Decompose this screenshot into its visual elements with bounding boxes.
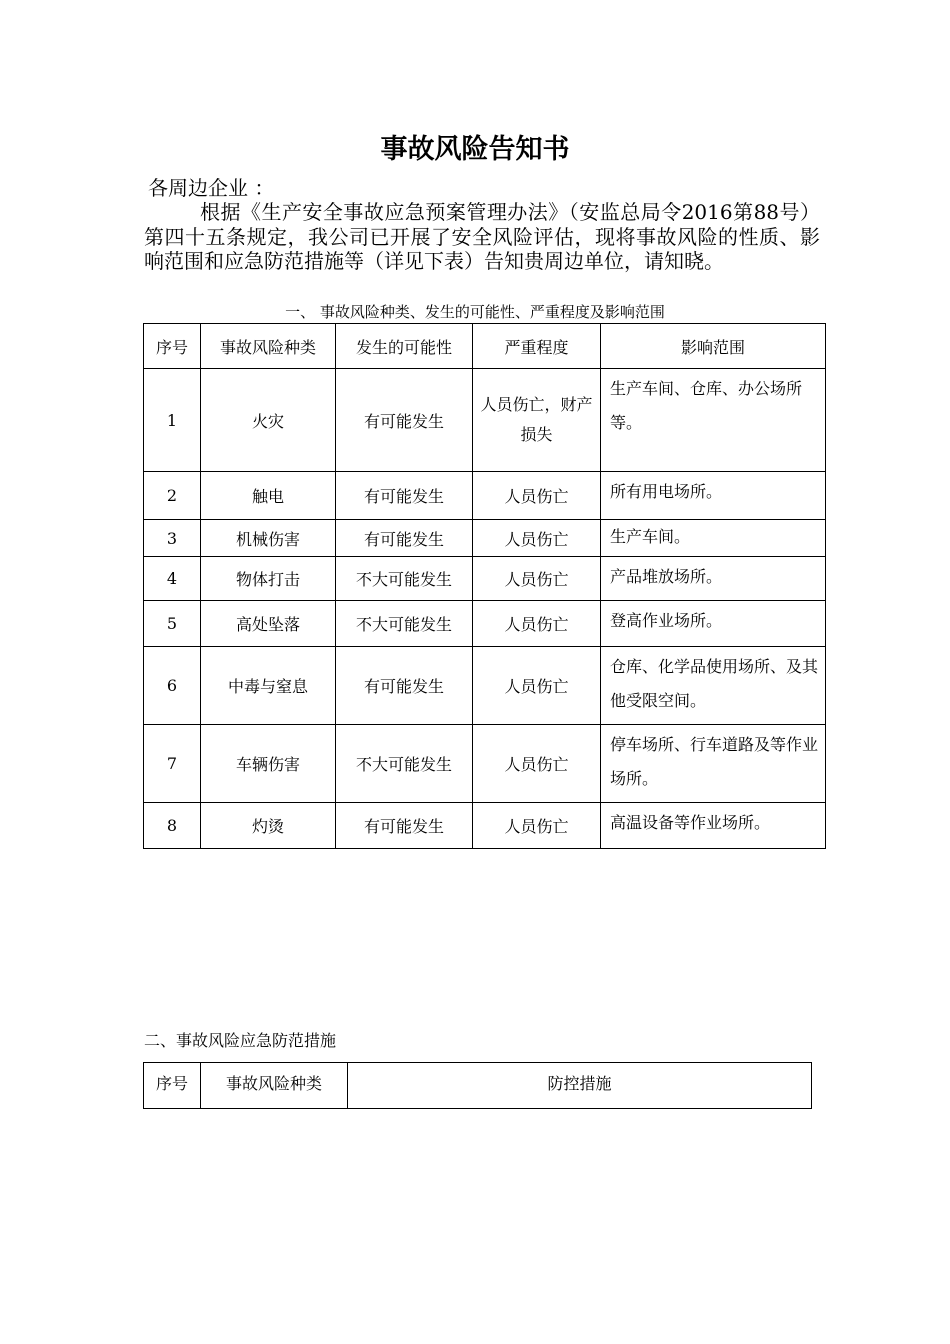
- row-scope: 所有用电场所。: [601, 472, 826, 520]
- table-row: [144, 557, 826, 601]
- row-type: 火灾: [201, 369, 336, 472]
- header-no: 序号: [144, 1063, 201, 1109]
- row-likelihood: 不大可能发生: [336, 725, 473, 803]
- row-severity: 人员伤亡: [473, 725, 601, 803]
- section2-title: 二、事故风险应急防范措施: [144, 1031, 337, 1050]
- table-row: [144, 520, 826, 557]
- row-type: 机械伤害: [201, 520, 336, 557]
- document-title: 事故风险告知书: [380, 134, 570, 165]
- row-type: 物体打击: [201, 557, 336, 601]
- row-severity: 人员伤亡: [473, 557, 601, 601]
- row-likelihood: 有可能发生: [336, 803, 473, 849]
- risk-table: [143, 323, 826, 849]
- row-type: 高处坠落: [201, 601, 336, 647]
- table1-caption: 一、 事故风险种类、发生的可能性、严重程度及影响范围: [285, 303, 665, 321]
- table-row: [144, 601, 826, 647]
- row-scope: 仓库、化学品使用场所、及其他受限空间。: [601, 647, 826, 725]
- header-severity: 严重程度: [473, 324, 601, 369]
- row-likelihood: 有可能发生: [336, 472, 473, 520]
- row-type: 中毒与窒息: [201, 647, 336, 725]
- table-row: [144, 725, 826, 803]
- row-scope: 产品堆放场所。: [601, 557, 826, 601]
- table-row: [144, 647, 826, 725]
- row-no: 6: [144, 647, 201, 725]
- row-no: 4: [144, 557, 201, 601]
- row-no: 7: [144, 725, 201, 803]
- row-severity: 人员伤亡: [473, 601, 601, 647]
- intro-paragraph: 根据《生产安全事故应急预案管理办法》（安监总局令2016第88号）第四十五条规定，我公司已开展了安全风险评估，现将事故风险的性质、影响范围和应急防范措施等（详见下表）告知贵周边单位，请知晓。: [144, 200, 820, 273]
- row-likelihood: 有可能发生: [336, 369, 473, 472]
- row-scope: 生产车间。: [601, 520, 826, 557]
- row-likelihood: 不大可能发生: [336, 601, 473, 647]
- row-severity: 人员伤亡: [473, 647, 601, 725]
- row-no: 3: [144, 520, 201, 557]
- row-scope: 登高作业场所。: [601, 601, 826, 647]
- table-row: [144, 472, 826, 520]
- table-header-row: [144, 1063, 812, 1109]
- header-measures: 防控措施: [348, 1063, 812, 1109]
- header-type: 事故风险种类: [201, 1063, 348, 1109]
- row-type: 灼烫: [201, 803, 336, 849]
- header-likelihood: 发生的可能性: [336, 324, 473, 369]
- row-scope: 停车场所、行车道路及等作业场所。: [601, 725, 826, 803]
- row-type: 车辆伤害: [201, 725, 336, 803]
- table-header-row: [144, 324, 826, 369]
- row-no: 1: [144, 369, 201, 472]
- table-row: [144, 803, 826, 849]
- row-severity: 人员伤亡: [473, 803, 601, 849]
- table-row: [144, 369, 826, 472]
- row-scope: 高温设备等作业场所。: [601, 803, 826, 849]
- row-no: 5: [144, 601, 201, 647]
- row-likelihood: 有可能发生: [336, 520, 473, 557]
- salutation: 各周边企业 ：: [148, 176, 275, 200]
- row-no: 2: [144, 472, 201, 520]
- row-type: 触电: [201, 472, 336, 520]
- row-severity: 人员伤亡: [473, 472, 601, 520]
- row-no: 8: [144, 803, 201, 849]
- row-severity: 人员伤亡: [473, 520, 601, 557]
- header-type: 事故风险种类: [201, 324, 336, 369]
- row-likelihood: 有可能发生: [336, 647, 473, 725]
- row-scope: 生产车间、仓库、办公场所等。: [601, 369, 826, 472]
- header-scope: 影响范围: [601, 324, 826, 369]
- row-likelihood: 不大可能发生: [336, 557, 473, 601]
- row-severity: 人员伤亡，财产损失: [473, 369, 601, 472]
- header-no: 序号: [144, 324, 201, 369]
- measures-table: [143, 1062, 812, 1109]
